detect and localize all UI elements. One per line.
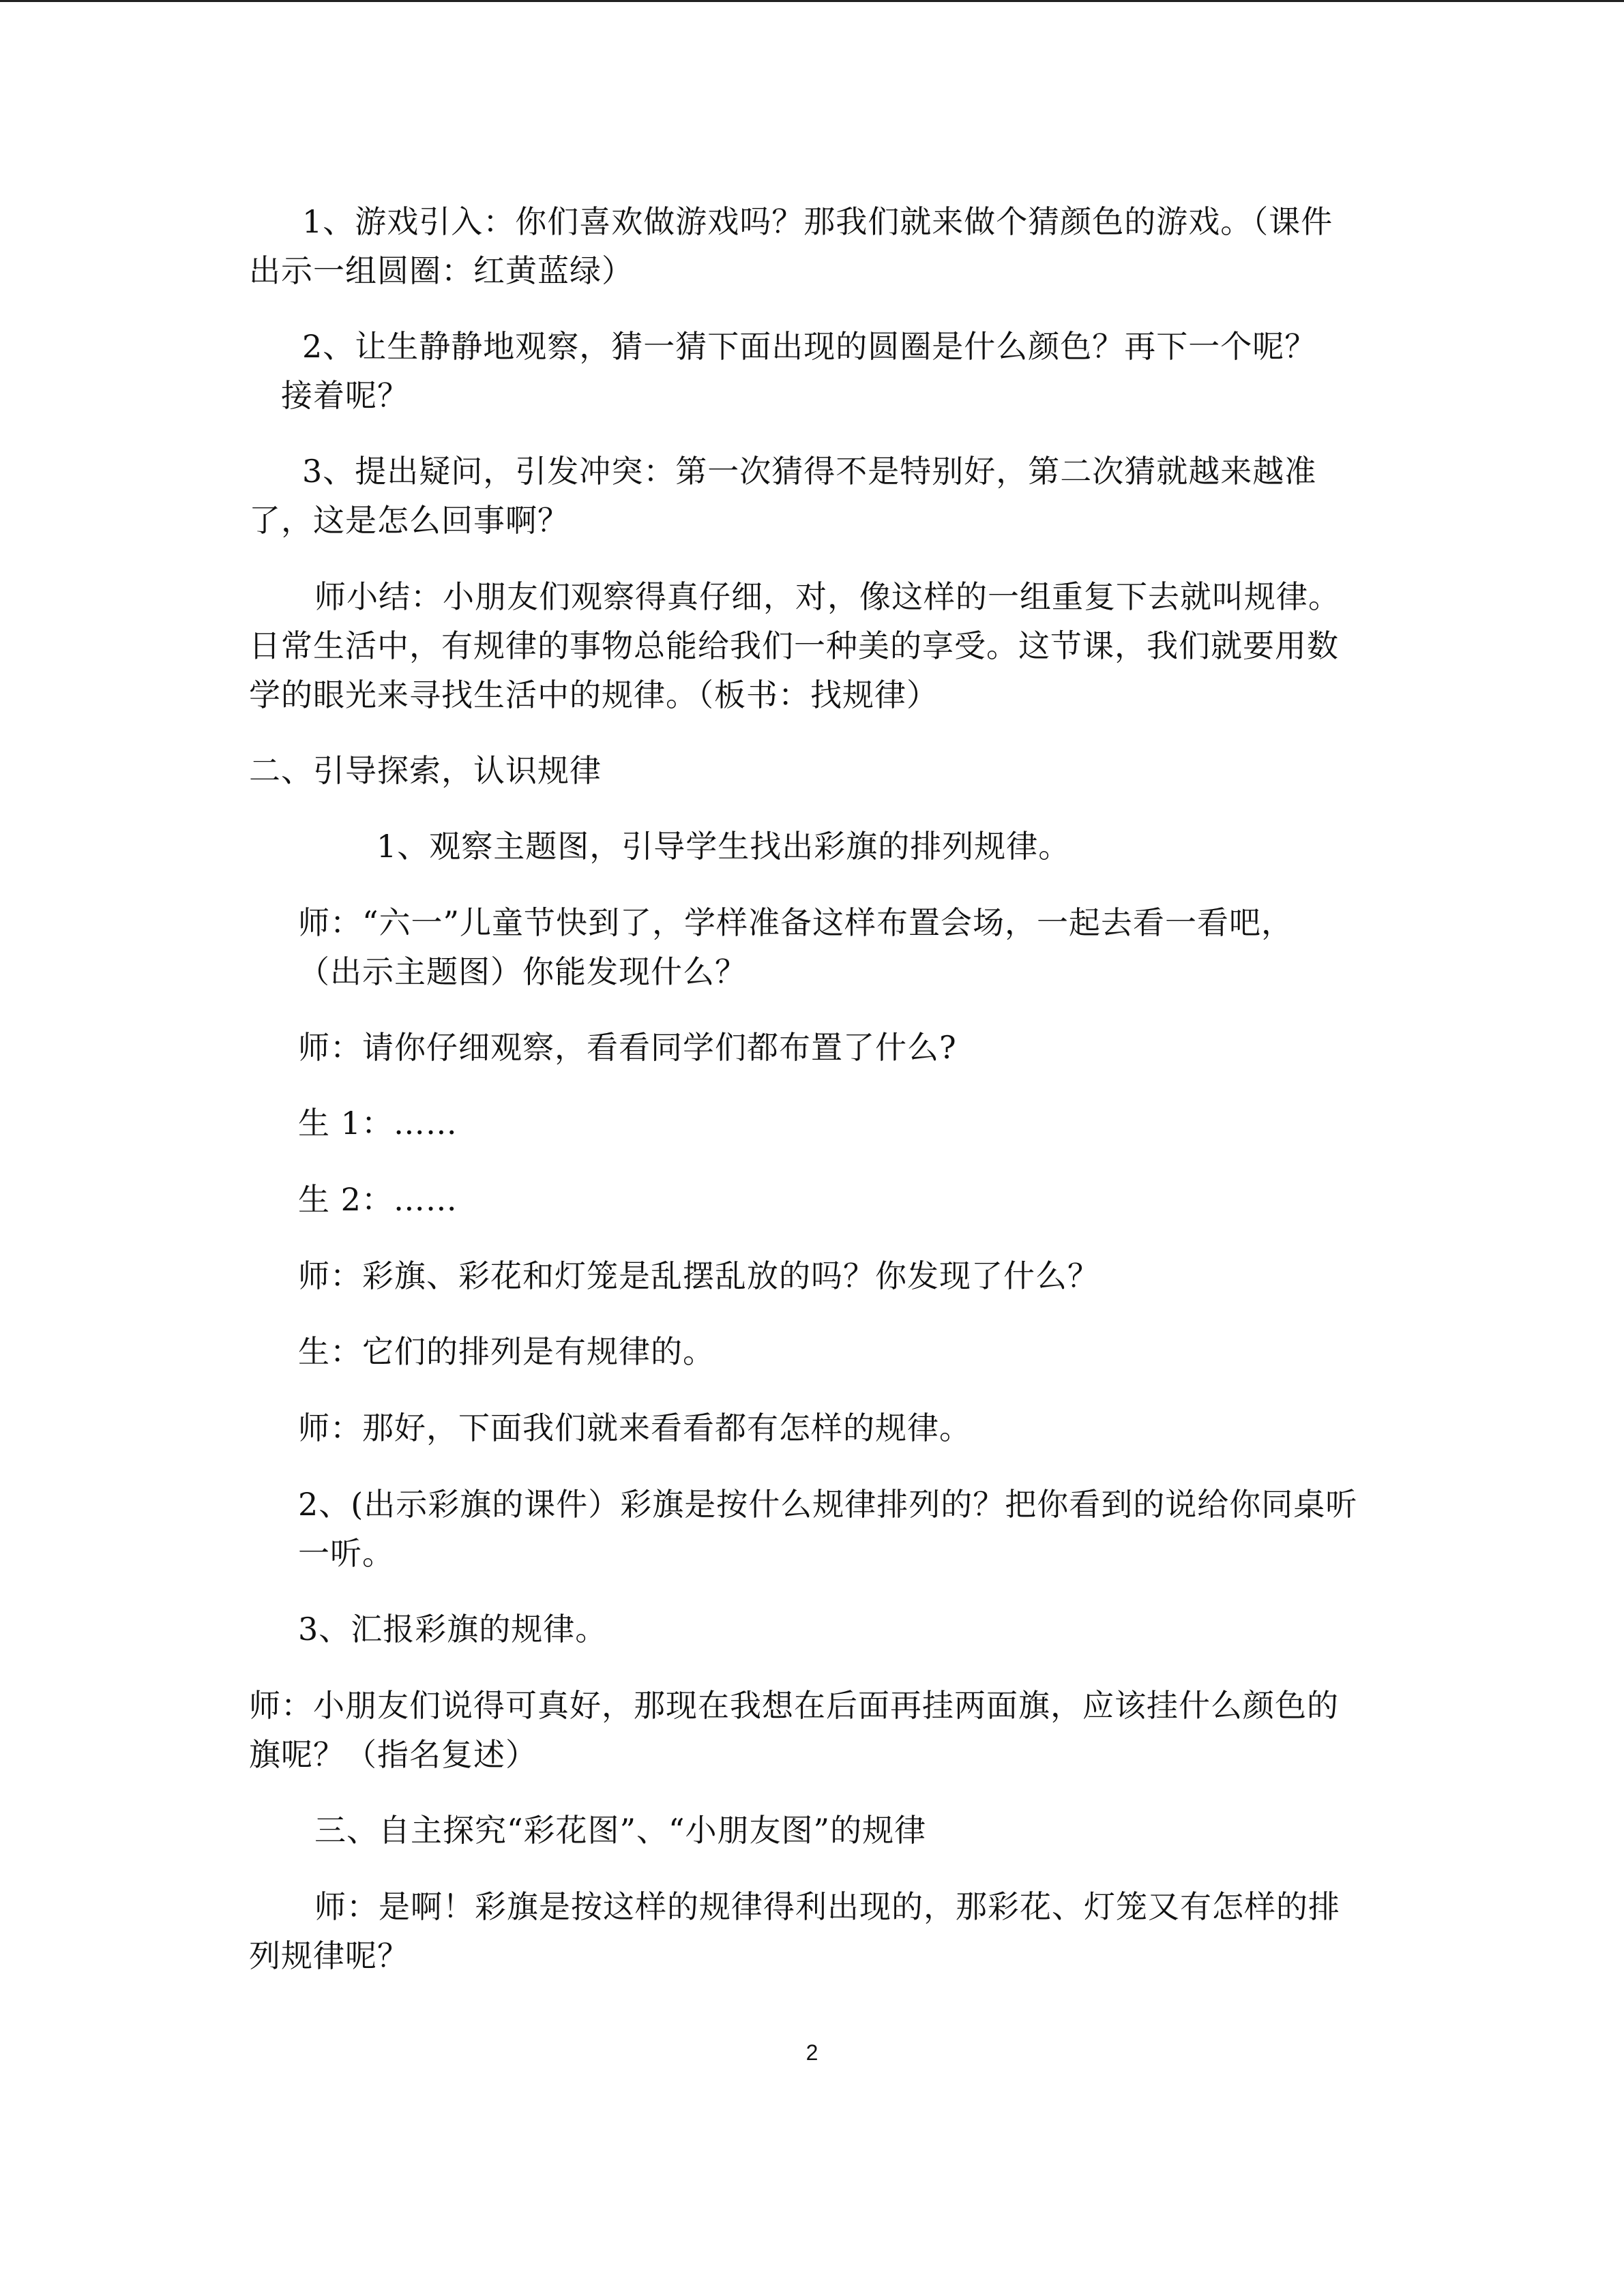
paragraph-line: 生 2：……	[298, 1181, 458, 1218]
paragraph-line: 2、(出示彩旗的课件）彩旗是按什么规律排列的？把你看到的说给你同桌听	[298, 1486, 1358, 1523]
paragraph-line: 了，这是怎么回事啊？	[249, 502, 570, 539]
paragraph-line: 列规律呢？	[249, 1937, 409, 1974]
paragraph-line: 1、观察主题图，引导学生找出彩旗的排列规律。	[377, 828, 1071, 865]
section-heading: 三、自主探究“彩花图”、“小朋友图”的规律	[314, 1812, 927, 1849]
paragraph-line: 出示一组圆圈：红黄蓝绿）	[249, 252, 634, 289]
paragraph-line: 师：“六一”儿童节快到了，学样准备这样布置会场，一起去看一看吧，	[298, 904, 1294, 941]
paragraph-line: 生 1：……	[298, 1105, 458, 1142]
paragraph-line: 师：彩旗、彩花和灯笼是乱摆乱放的吗？你发现了什么？	[298, 1257, 1099, 1294]
paragraph-line: 生：它们的排列是有规律的。	[298, 1333, 715, 1370]
paragraph-line: 3、提出疑问，引发冲突：第一次猜得不是特别好，第二次猜就越来越准	[302, 453, 1317, 490]
section-heading: 二、引导探索，认识规律	[249, 752, 602, 789]
paragraph-line: 师：小朋友们说得可真好，那现在我想在后面再挂两面旗，应该挂什么颜色的	[249, 1687, 1339, 1724]
paragraph-line: 师小结：小朋友们观察得真仔细，对，像这样的一组重复下去就叫规律。	[314, 578, 1340, 615]
paragraph-line: 师：是啊！彩旗是按这样的规律得利出现的，那彩花、灯笼又有怎样的排	[314, 1888, 1340, 1925]
paragraph-line: 日常生活中，有规律的事物总能给我们一种美的享受。这节课，我们就要用数	[249, 627, 1339, 664]
paragraph-line: （出示主题图）你能发现什么？	[298, 953, 747, 990]
paragraph-line: 3、汇报彩旗的规律。	[298, 1611, 608, 1648]
page-number: 2	[806, 2040, 818, 2065]
paragraph-line: 师：请你仔细观察，看看同学们都布置了什么?	[298, 1029, 957, 1066]
paragraph-line: 一听。	[298, 1535, 394, 1572]
paragraph-line: 1、游戏引入：你们喜欢做游戏吗？那我们就来做个猜颜色的游戏。（课件	[302, 203, 1333, 240]
paragraph-line: 接着呢？	[281, 377, 409, 414]
page-top-border	[0, 0, 1624, 2]
paragraph-line: 师：那好，下面我们就来看看都有怎样的规律。	[298, 1410, 971, 1446]
paragraph-line: 2、让生静静地观察，猜一猜下面出现的圆圈是什么颜色？再下一个呢？	[302, 328, 1317, 365]
paragraph-line: 学的眼光来寻找生活中的规律。（板书：找规律）	[249, 676, 939, 713]
paragraph-line: 旗呢？（指名复述）	[249, 1736, 537, 1773]
